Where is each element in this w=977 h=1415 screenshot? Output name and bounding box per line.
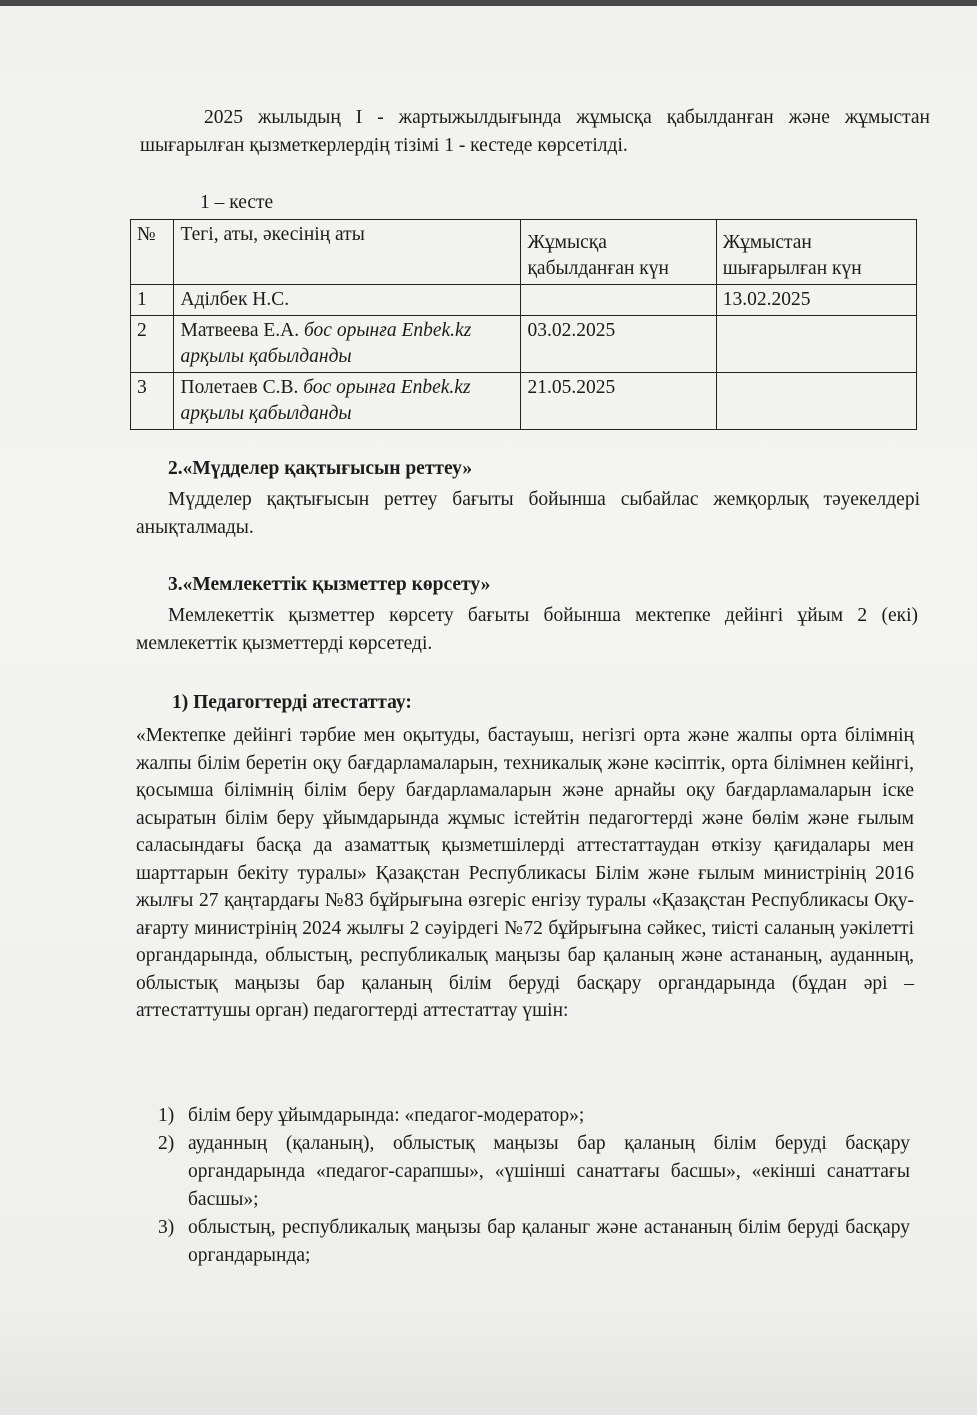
page-shadow	[0, 1295, 977, 1415]
section2-text: Мүдделер қақтығысын реттеу бағыты бойынша сыбайлас жемқорлық тәуекелдері анықталмады.	[136, 489, 920, 538]
row-dismissed	[716, 316, 916, 373]
row-dismissed	[716, 373, 916, 430]
subsection1-text: «Мектепке дейінгі тәрбие мен оқытуды, бастауыш, негізгі орта және жалпы орта білімнің жалпы білім беретін оқу бағдарламаларын, техникалық және кәсіптік, орта білімнен кейінгі, қосымша білімнің білім беру бағдарламаларын және арнайы оқу бағдарламаларын іске асыратын білім беру ұйымдарында жұмыс істейтін педагогтерді және бөлім және ғылым саласындағы басқа да азаматтық қызметшілерді аттестаттаудан өткізу қағидалары мен шарттарын бекіту туралы» Қазақстан Республикасы Білім және ғылым министрінің 2016 жылғы 27 қаңтардағы №83 бұйрығына өзгеріс енгізу туралы «Қазақстан Республикасы Оқу-ағарту министрінің 2024 жылғы 2 сәуірдегі №72 бұйрығына сәйкес, тиісті саланың уәкілетті органдарында, облыстың, республикалық маңызы бар қаланың және астананың, ауданның, облыстық маңызы бар қаланың білім беруді басқару органдарында (бұдан әрі – аттестаттушы орган) педагогтерді аттестаттау үшін:	[136, 725, 914, 1021]
employees-table	[130, 219, 917, 430]
document-page	[0, 6, 977, 1415]
row-name-cell	[174, 316, 521, 373]
table-row	[131, 373, 917, 430]
row-note: бос орынға Enbek.kz арқылы қабылданды	[180, 320, 472, 367]
row-number: 2	[131, 316, 174, 373]
list-item-text: ауданның (қаланың), облыстық маңызы бар қаланың білім беруді басқару органдарында «педагог-сарапшы», «үшінші санаттағы басшы», «екінші санаттағы басшы»;	[188, 1133, 910, 1210]
list-item	[158, 1214, 910, 1270]
section3-text: Мемлекеттік қызметтер көрсету бағыты бойынша мектепке дейінгі ұйым 2 (екі) мемлекеттік қызметтерді көрсетеді.	[136, 605, 918, 654]
row-dismissed: 13.02.2025	[716, 285, 916, 316]
table-header-row	[131, 220, 917, 285]
subsection1-title: 1) Педагогтерді атестаттау:	[172, 692, 412, 713]
list-item-number: 2)	[158, 1133, 175, 1154]
row-hired: 21.05.2025	[521, 373, 716, 430]
header-hired: Жұмысқа қабылданған күн	[521, 220, 716, 285]
row-number: 1	[131, 285, 174, 316]
list-item	[158, 1130, 910, 1214]
table-row	[131, 285, 917, 316]
row-number: 3	[131, 373, 174, 430]
row-name: Аділбек Н.С.	[174, 285, 521, 316]
intro-paragraph: 2025 жылыдың I - жартыжылдығында жұмысқа қабылданған және жұмыстан шығарылған қызметкерлердің тізімі 1 - кестеде көрсетілді.	[140, 107, 930, 156]
row-note: бос орынға Enbek.kz арқылы қабылданды	[180, 377, 471, 424]
list-item-number: 1)	[158, 1105, 175, 1126]
attestation-list	[158, 1102, 910, 1270]
section2-title: 2.«Мүдделер қақтығысын реттеу»	[168, 458, 473, 479]
header-dismissed: Жұмыстан шығарылған күн	[716, 220, 916, 285]
row-name: Матвеева Е.А.	[180, 320, 300, 341]
list-item-text: білім беру ұйымдарында: «педагог-модератор»;	[188, 1105, 585, 1126]
table-row	[131, 316, 917, 373]
row-name-cell	[174, 373, 521, 430]
row-name: Полетаев С.В.	[180, 377, 299, 398]
header-name: Тегі, аты, әкесінің аты	[174, 220, 521, 285]
header-number: №	[131, 220, 174, 285]
list-item	[158, 1102, 910, 1130]
section3-title: 3.«Мемлекеттік қызметтер көрсету»	[168, 574, 491, 595]
list-item-text: облыстың, республикалық маңызы бар қаланыг және астананың білім беруді басқару органдарында;	[188, 1217, 910, 1266]
row-hired: 03.02.2025	[521, 316, 716, 373]
table-caption: 1 – кесте	[200, 192, 274, 213]
row-hired	[521, 285, 716, 316]
list-item-number: 3)	[158, 1217, 175, 1238]
